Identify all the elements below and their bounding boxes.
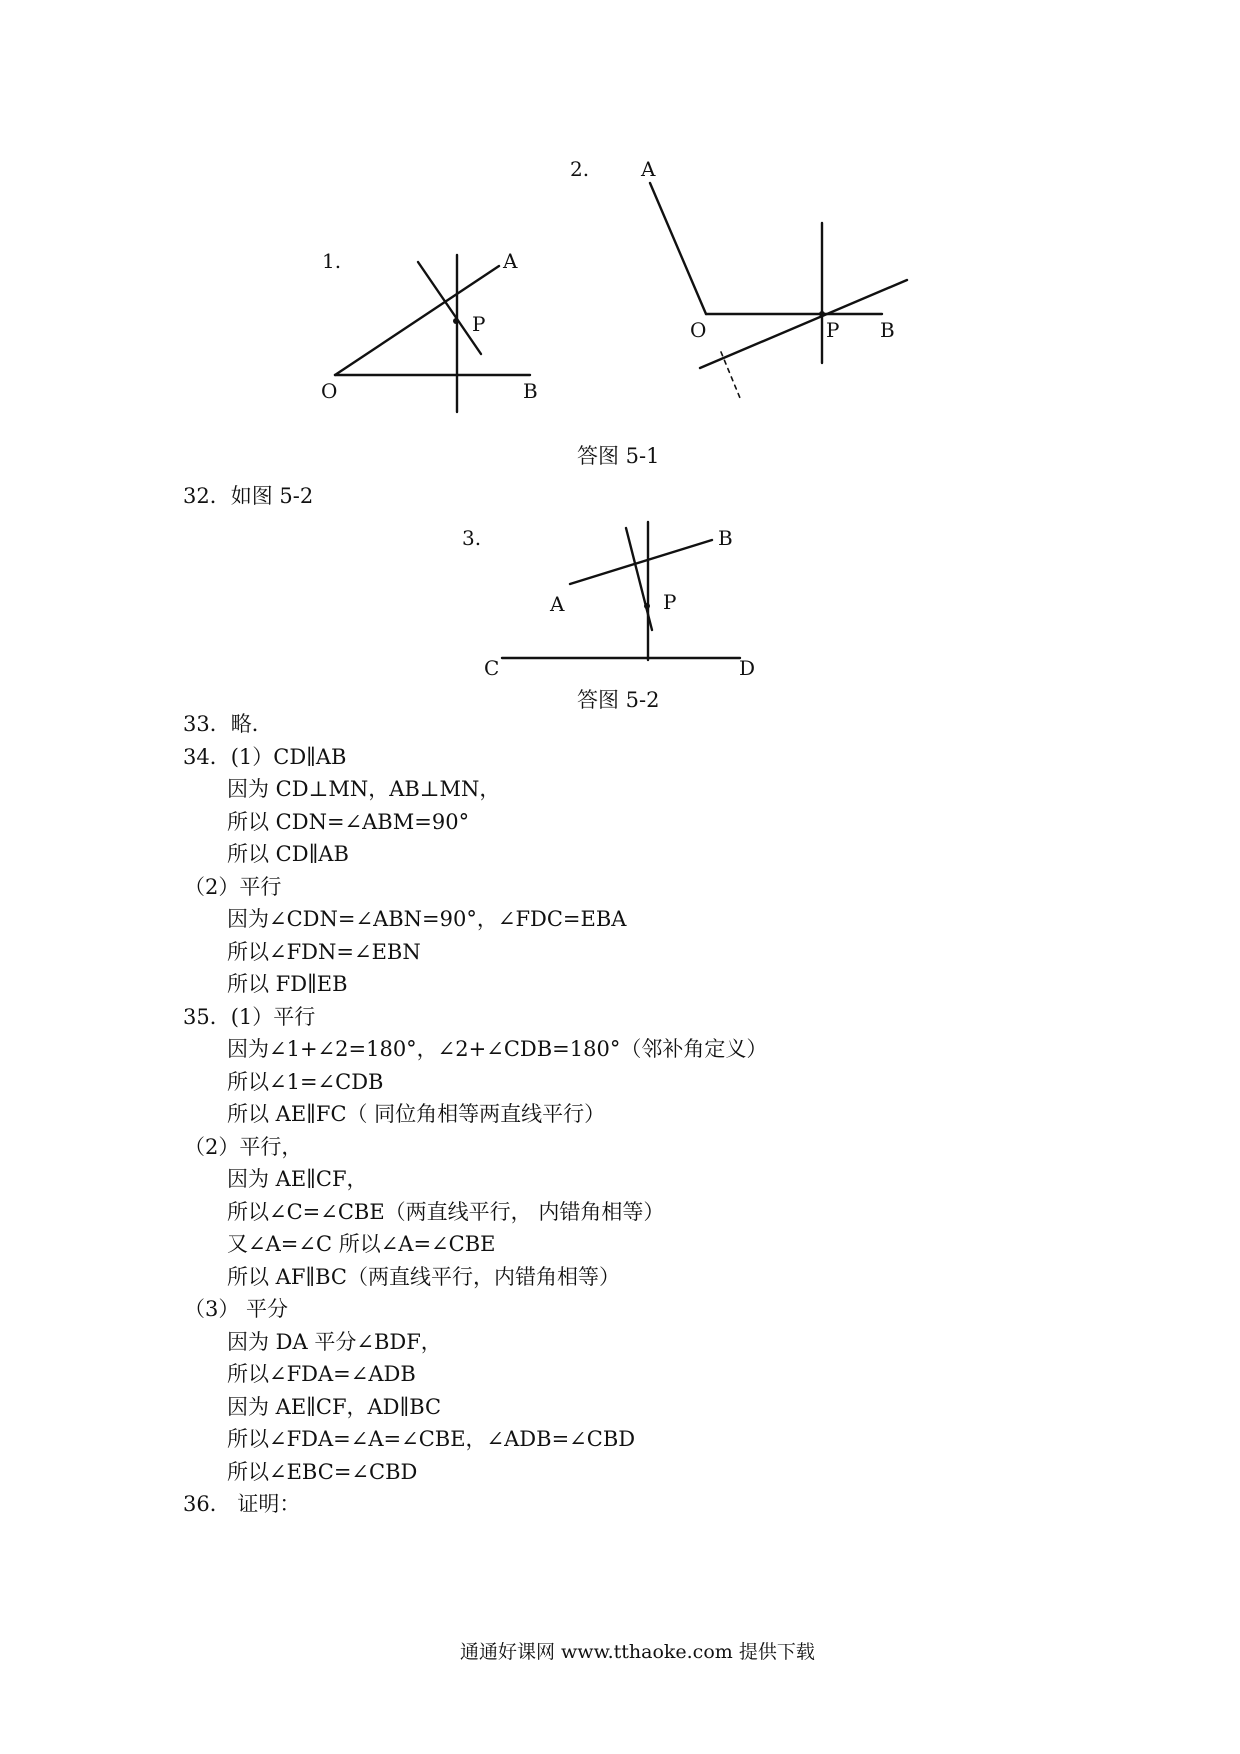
figure-5-1 — [0, 0, 1240, 460]
fig3-label-C: C — [484, 656, 500, 680]
text-line: 所以 AF∥BC（两直线平行，内错角相等） — [227, 1265, 621, 1289]
fig3-label-P: P — [663, 590, 677, 614]
text-line: 所以 FD∥EB — [227, 972, 348, 996]
page-footer: 通通好课网 www.tthaoke.com 提供下载 — [460, 1641, 815, 1663]
text-line: （3） 平分 — [184, 1297, 289, 1321]
text-line: （2）平行， — [184, 1135, 303, 1159]
text-line: 因为 DA 平分∠BDF， — [227, 1330, 442, 1354]
fig2-label-P: P — [826, 318, 840, 342]
fig1-label-P: P — [472, 312, 486, 336]
fig2-label-A: A — [641, 157, 656, 181]
fig1-label-A: A — [503, 249, 518, 273]
text-line: 因为∠1+∠2=180°，∠2+∠CDB=180°（邻补角定义） — [227, 1037, 768, 1061]
text-line: 所以 CDN=∠ABM=90° — [227, 810, 470, 834]
fig2-number: 2. — [570, 157, 590, 181]
fig1-label-O: O — [321, 379, 338, 403]
text-line: 36． 证明： — [183, 1492, 301, 1516]
fig1-number: 1. — [322, 249, 342, 273]
fig2-label-B: B — [880, 318, 895, 342]
fig1-label-B: B — [523, 379, 538, 403]
text-line: 34．(1）CD∥AB — [183, 745, 347, 769]
figure-5-2 — [0, 500, 1240, 700]
text-line: 所以∠1=∠CDB — [227, 1070, 384, 1094]
fig2-label-O: O — [690, 318, 707, 342]
fig3-number: 3. — [462, 526, 482, 550]
text-line: 33．略． — [183, 712, 273, 736]
q32-line: 32．如图 5-2 — [183, 484, 314, 508]
figure-5-2-caption: 答图 5-2 — [577, 688, 660, 712]
fig1-slanted-line — [418, 262, 481, 354]
fig3-point-P — [644, 603, 650, 609]
fig2-slanted-line — [700, 280, 907, 368]
text-line: 因为 AE∥CF，AD∥BC — [227, 1395, 442, 1419]
text-line: 所以∠C=∠CBE（两直线平行， 内错角相等） — [227, 1200, 665, 1224]
text-line: 因为 AE∥CF， — [227, 1167, 368, 1191]
text-line: 因为 CD⊥MN，AB⊥MN， — [227, 777, 501, 801]
text-line: 所以 CD∥AB — [227, 842, 349, 866]
figure-5-1-caption: 答图 5-1 — [577, 444, 660, 468]
text-line: 所以 AE∥FC（ 同位角相等两直线平行） — [227, 1102, 606, 1126]
text-line: 35．(1）平行 — [183, 1005, 316, 1029]
text-line: （2）平行 — [184, 875, 282, 899]
fig3-label-B: B — [718, 526, 733, 550]
text-line: 所以∠FDN=∠EBN — [227, 940, 421, 964]
fig2-ray-OA — [650, 183, 706, 314]
fig1-point-P — [453, 318, 459, 324]
fig3-label-A: A — [550, 592, 565, 616]
text-line: 所以∠FDA=∠ADB — [227, 1362, 416, 1386]
text-line: 因为∠CDN=∠ABN=90°，∠FDC=EBA — [227, 907, 627, 931]
text-line: 所以∠EBC=∠CBD — [227, 1460, 418, 1484]
text-line: 又∠A=∠C 所以∠A=∠CBE — [227, 1232, 496, 1256]
fig3-segment-AB — [570, 540, 712, 584]
text-line: 所以∠FDA=∠A=∠CBE，∠ADB=∠CBD — [227, 1427, 636, 1451]
fig3-label-D: D — [739, 656, 756, 680]
fig2-point-P — [819, 311, 825, 317]
